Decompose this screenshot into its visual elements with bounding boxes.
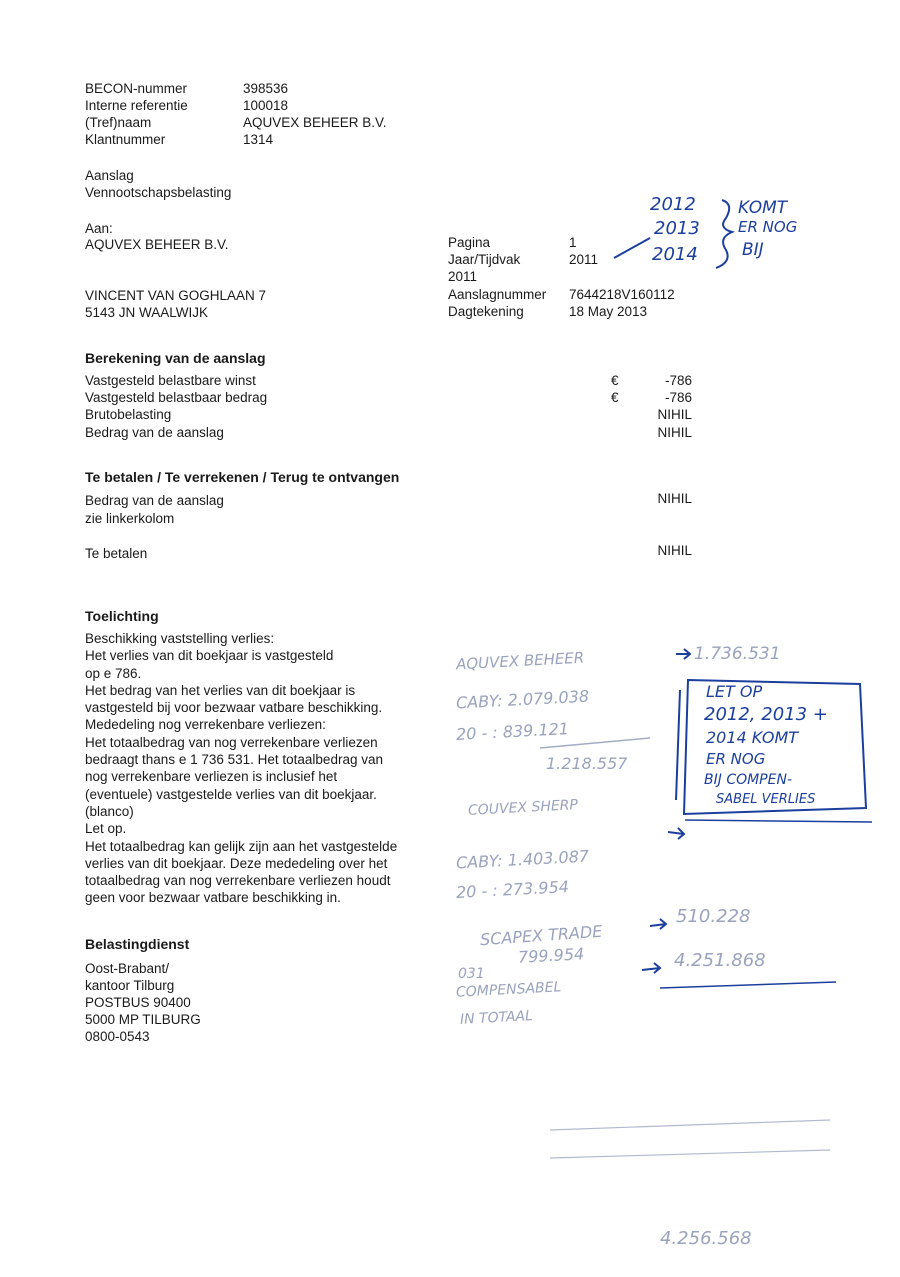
- hw-side: AQUVEX BEHEER: [455, 648, 585, 674]
- tref-name-label: (Tref)naam: [85, 115, 152, 130]
- hw-side: 799.954: [517, 944, 585, 967]
- calc-row-value: -786: [664, 373, 692, 388]
- tref-name-value: AQUVEX BEHEER B.V.: [243, 115, 387, 130]
- payment-row1-value: NIHIL: [657, 491, 692, 506]
- hw-side: 1.218.557: [546, 754, 628, 773]
- explanation-line: nog verrekenbare verliezen is inclusief het: [85, 769, 338, 785]
- hw-side: COUVEX SHERP: [467, 797, 579, 819]
- pagina-value: 1: [569, 235, 577, 250]
- explanation-line: verlies van dit boekjaar. Deze mededeling over het: [85, 855, 388, 871]
- hw-note: ER NOG: [738, 218, 798, 236]
- explanation-line: geen voor bezwaar vatbare beschikking in.: [85, 890, 341, 906]
- explanation-line: (eventuele) vastgestelde verlies van dit boekjaar.: [85, 786, 377, 802]
- calculation-title: Berekening van de aanslag: [85, 350, 266, 366]
- office-line: Oost-Brabant/: [85, 961, 170, 976]
- assessment-number-label: Aanslagnummer: [448, 287, 547, 302]
- recipient-name: AQUVEX BEHEER B.V.: [85, 237, 229, 252]
- calc-row-label: Bedrag van de aanslag: [85, 425, 224, 440]
- payment-row1-label: Bedrag van de aanslag: [85, 493, 224, 508]
- hw-year: 2014: [652, 244, 698, 265]
- calc-row-value: NIHIL: [657, 425, 692, 440]
- period-value: 2011: [569, 252, 599, 267]
- client-number-value: 1314: [243, 132, 274, 147]
- internal-ref-value: 100018: [243, 98, 289, 113]
- explanation-title: Toelichting: [85, 608, 159, 624]
- date-value: 18 May 2013: [569, 304, 648, 319]
- explanation-line: Mededeling nog verrekenbare verliezen:: [85, 717, 326, 733]
- hw-side: CABY: 2.079.038: [455, 686, 590, 713]
- hw-year: 2012: [650, 194, 696, 215]
- hw-side: 20 - : 273.954: [455, 877, 570, 902]
- calc-row-currency: €: [611, 390, 619, 405]
- hw-side: 4.251.868: [674, 950, 766, 971]
- explanation-line: Let op.: [85, 821, 127, 837]
- office-line: kantoor Tilburg: [85, 978, 175, 993]
- hw-box-line: LET OP: [706, 682, 763, 701]
- pagina-label: Pagina: [448, 235, 491, 250]
- calc-row-label: Brutobelasting: [85, 407, 172, 422]
- becon-label: BECON-nummer: [85, 81, 188, 96]
- explanation-line: Beschikking vaststelling verlies:: [85, 631, 275, 646]
- hw-side: 20 - : 839.121: [455, 719, 570, 744]
- recipient-city: 5143 JN WAALWIJK: [85, 305, 209, 320]
- explanation-line: bedraagt thans e 1 736 531. Het totaalbedrag van: [85, 752, 383, 768]
- hw-side: SCAPEX TRADE: [479, 921, 603, 950]
- hw-side: IN TOTAAL: [459, 1008, 534, 1028]
- hw-box-line: BIJ COMPEN-: [704, 772, 792, 788]
- office-line: 0800-0543: [85, 1029, 150, 1044]
- office-address: [85, 960, 201, 1045]
- office-line: POSTBUS 90400: [85, 995, 191, 1010]
- hw-note: BIJ: [742, 240, 764, 260]
- hw-note: KOMT: [738, 198, 788, 218]
- hw-side: 510.228: [676, 906, 751, 927]
- assessment-label: Aanslag: [85, 168, 134, 183]
- payment-row2-label: Te betalen: [85, 546, 148, 561]
- hw-side: COMPENSABEL: [455, 979, 562, 1001]
- client-number-label: Klantnummer: [85, 132, 166, 147]
- payment-row2-value: NIHIL: [657, 543, 692, 558]
- explanation-line: Het verlies van dit boekjaar is vastgesteld: [85, 648, 334, 664]
- hw-side: 1.736.531: [694, 644, 781, 664]
- hw-side: 031: [458, 966, 485, 982]
- explanation-text: [85, 630, 445, 907]
- payment-row1-sub: zie linkerkolom: [85, 511, 175, 526]
- explanation-line: vastgesteld bij voor bezwaar vatbare beschikking.: [85, 700, 383, 716]
- explanation-line: Het bedrag van het verlies van dit boekjaar is: [85, 682, 356, 698]
- hw-box-line: 2012, 2013 +: [704, 704, 828, 725]
- explanation-line: totaalbedrag van nog verrekenbare verliezen houdt: [85, 873, 391, 889]
- explanation-line: (blanco): [85, 803, 134, 819]
- explanation-line: Het totaalbedrag kan gelijk zijn aan het vastgestelde: [85, 838, 398, 854]
- calc-row-label: Vastgesteld belastbaar bedrag: [85, 390, 268, 405]
- date-label: Dagtekening: [448, 304, 524, 319]
- calc-row-value: -786: [664, 390, 692, 405]
- payment-title: Te betalen / Te verrekenen / Terug te ontvangen: [85, 469, 400, 485]
- period-label: Jaar/Tijdvak: [448, 252, 521, 267]
- explanation-line: Het totaalbedrag van nog verrekenbare verliezen: [85, 734, 378, 750]
- hw-side: 4.256.568: [660, 1228, 752, 1249]
- office-line: 5000 MP TILBURG: [85, 1012, 201, 1027]
- becon-value: 398536: [243, 81, 289, 96]
- calc-row-value: NIHIL: [657, 407, 692, 422]
- hw-side: CABY: 1.403.087: [455, 846, 590, 873]
- hw-box-line: 2014 KOMT: [706, 728, 799, 747]
- office-title: Belastingdienst: [85, 936, 190, 952]
- assessment-type: Vennootschapsbelasting: [85, 185, 232, 200]
- assessment-number-value: 7644218V160112: [569, 287, 675, 302]
- to-label: Aan:: [85, 221, 113, 236]
- period-extra: 2011: [448, 269, 478, 284]
- recipient-street: VINCENT VAN GOGHLAAN 7: [85, 288, 267, 303]
- explanation-line: op e 786.: [85, 665, 142, 681]
- internal-ref-label: Interne referentie: [85, 98, 188, 113]
- hw-box-line: SABEL VERLIES: [716, 792, 816, 807]
- hw-box-line: ER NOG: [706, 750, 766, 768]
- calc-row-label: Vastgesteld belastbare winst: [85, 373, 256, 388]
- calc-row-currency: €: [611, 373, 619, 388]
- hw-year: 2013: [654, 218, 700, 239]
